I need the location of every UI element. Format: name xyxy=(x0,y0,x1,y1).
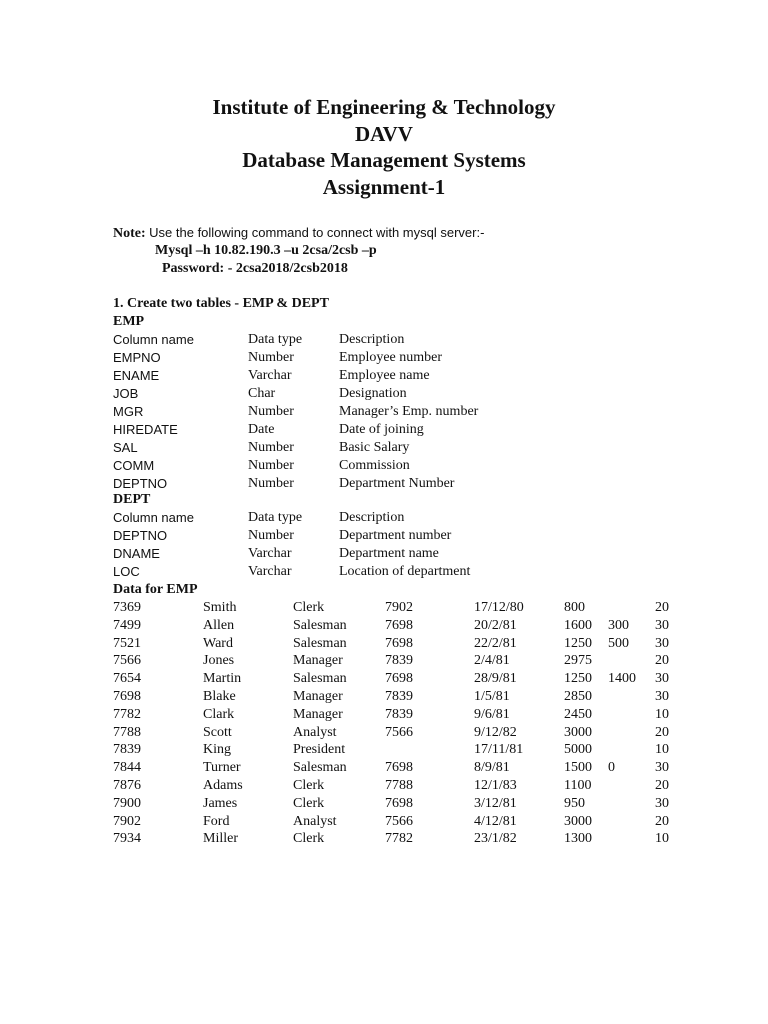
assignment-title: Assignment-1 xyxy=(322,175,446,199)
note-line xyxy=(113,224,484,243)
institute-title: Institute of Engineering & Technology xyxy=(212,95,556,119)
emp-row-hiredate: 4/12/81 xyxy=(474,813,517,829)
emp-row-hiredate: 9/6/81 xyxy=(474,706,510,722)
emp-schema-cell-description: Employee name xyxy=(339,368,430,383)
emp-row-ename: Ward xyxy=(203,635,233,651)
emp-row-ename: Miller xyxy=(203,831,238,847)
emp-row-ename: Clark xyxy=(203,706,235,722)
dept-schema-cell-column-name: LOC xyxy=(113,564,140,579)
emp-row-ename: Ford xyxy=(203,813,230,829)
emp-row-deptno: 30 xyxy=(655,617,669,633)
dept-schema-cell-data-type: Varchar xyxy=(248,546,292,561)
emp-schema-cell-description: Basic Salary xyxy=(339,440,410,455)
emp-row-deptno: 30 xyxy=(655,671,669,687)
emp-row-mgr: 7902 xyxy=(385,600,413,615)
emp-schema-cell-data-type: Char xyxy=(248,386,276,401)
emp-row-ename: Turner xyxy=(203,760,241,776)
note-text: Use the following command to connect with mysql server:- xyxy=(149,225,485,240)
emp-row-job: Clerk xyxy=(293,600,325,615)
emp-schema-header-column-name: Column name xyxy=(113,332,194,347)
emp-row-deptno: 20 xyxy=(655,653,669,669)
dept-schema-cell-description: Department name xyxy=(339,546,439,561)
emp-schema-cell-column-name: HIREDATE xyxy=(113,422,178,437)
emp-row-job: President xyxy=(293,742,346,758)
dept-schema-cell-column-name: DNAME xyxy=(113,546,160,561)
dept-schema-header-description: Description xyxy=(339,510,405,525)
emp-row-empno: 7654 xyxy=(113,671,141,687)
emp-row-comm: 0 xyxy=(608,760,615,776)
emp-row-sal: 3000 xyxy=(564,813,592,829)
emp-row-empno: 7698 xyxy=(113,689,141,704)
emp-row-deptno: 20 xyxy=(655,724,669,740)
note-label: Note: xyxy=(113,226,146,241)
emp-row-empno: 7369 xyxy=(113,600,141,615)
emp-schema-cell-description: Commission xyxy=(339,458,410,473)
emp-row-ename: James xyxy=(203,795,238,811)
emp-row-hiredate: 23/1/82 xyxy=(474,831,517,847)
emp-row-hiredate: 20/2/81 xyxy=(474,617,517,633)
emp-schema-cell-data-type: Date xyxy=(248,422,275,437)
emp-row-sal: 1250 xyxy=(564,635,592,651)
dept-label: DEPT xyxy=(113,492,151,507)
emp-schema-cell-description: Department Number xyxy=(339,476,455,491)
emp-row-empno: 7566 xyxy=(113,653,141,669)
emp-row-mgr: 7698 xyxy=(385,760,413,776)
emp-row-deptno: 30 xyxy=(655,760,669,776)
emp-schema-cell-column-name: JOB xyxy=(113,386,139,401)
emp-row-ename: King xyxy=(203,742,231,758)
emp-row-job: Clerk xyxy=(293,795,325,811)
university-title: DAVV xyxy=(355,122,413,146)
emp-row-sal: 5000 xyxy=(564,742,592,758)
emp-row-job: Salesman xyxy=(293,617,347,633)
emp-row-sal: 950 xyxy=(564,795,585,811)
emp-schema-cell-description: Designation xyxy=(339,386,407,401)
emp-schema-cell-data-type: Number xyxy=(248,350,294,365)
emp-row-deptno: 30 xyxy=(655,689,669,704)
emp-row-hiredate: 8/9/81 xyxy=(474,760,510,776)
emp-row-job: Manager xyxy=(293,689,343,704)
emp-row-mgr: 7698 xyxy=(385,795,413,811)
emp-schema-cell-data-type: Number xyxy=(248,404,294,419)
dept-schema-cell-description: Location of department xyxy=(339,564,471,579)
emp-row-hiredate: 17/12/80 xyxy=(474,600,524,615)
dept-schema-header-data-type: Data type xyxy=(248,510,303,525)
emp-row-empno: 7782 xyxy=(113,706,141,722)
emp-row-job: Manager xyxy=(293,653,343,669)
emp-row-sal: 2975 xyxy=(564,653,592,669)
emp-row-deptno: 10 xyxy=(655,831,669,847)
emp-row-sal: 1500 xyxy=(564,760,592,776)
emp-schema-cell-description: Date of joining xyxy=(339,422,424,437)
emp-row-deptno: 20 xyxy=(655,813,669,829)
emp-row-deptno: 30 xyxy=(655,795,669,811)
emp-row-ename: Martin xyxy=(203,671,242,687)
emp-row-job: Manager xyxy=(293,706,343,722)
emp-row-hiredate: 3/12/81 xyxy=(474,795,517,811)
emp-row-hiredate: 17/11/81 xyxy=(474,742,524,758)
emp-row-sal: 800 xyxy=(564,600,585,615)
emp-schema-cell-column-name: DEPTNO xyxy=(113,476,168,491)
password-line: Password: - 2csa2018/2csb2018 xyxy=(162,261,348,276)
emp-row-mgr: 7839 xyxy=(385,706,413,722)
emp-row-job: Analyst xyxy=(293,724,337,740)
mysql-command: Mysql –h 10.82.190.3 –u 2csa/2csb –p xyxy=(155,243,377,258)
emp-row-empno: 7788 xyxy=(113,724,141,740)
emp-row-mgr: 7839 xyxy=(385,653,413,669)
emp-row-deptno: 20 xyxy=(655,778,669,793)
emp-row-mgr: 7788 xyxy=(385,778,413,793)
emp-row-deptno: 10 xyxy=(655,706,669,722)
dept-schema-cell-column-name: DEPTNO xyxy=(113,528,168,543)
emp-row-job: Clerk xyxy=(293,778,325,793)
emp-label: EMP xyxy=(113,314,145,329)
emp-schema-header-description: Description xyxy=(339,332,405,347)
emp-schema-cell-column-name: SAL xyxy=(113,440,138,455)
emp-row-mgr: 7698 xyxy=(385,617,413,633)
emp-row-empno: 7839 xyxy=(113,742,141,758)
emp-row-mgr: 7698 xyxy=(385,635,413,651)
emp-row-ename: Allen xyxy=(203,617,235,633)
emp-row-job: Salesman xyxy=(293,671,347,687)
emp-row-empno: 7902 xyxy=(113,813,141,829)
emp-row-ename: Smith xyxy=(203,600,237,615)
emp-row-empno: 7934 xyxy=(113,831,141,847)
emp-schema-cell-description: Employee number xyxy=(339,350,443,365)
emp-row-hiredate: 12/1/83 xyxy=(474,778,517,793)
section-heading: 1. Create two tables - EMP & DEPT xyxy=(113,296,329,311)
emp-row-sal: 1100 xyxy=(564,778,592,793)
emp-row-hiredate: 22/2/81 xyxy=(474,635,517,651)
emp-schema-cell-description: Manager’s Emp. number xyxy=(339,404,479,419)
emp-row-sal: 2850 xyxy=(564,689,592,704)
emp-row-job: Salesman xyxy=(293,635,347,651)
emp-row-empno: 7521 xyxy=(113,635,141,651)
emp-row-mgr: 7566 xyxy=(385,813,413,829)
emp-row-sal: 1300 xyxy=(564,831,592,847)
emp-row-empno: 7499 xyxy=(113,617,141,633)
emp-row-job: Salesman xyxy=(293,760,347,776)
emp-schema-header-data-type: Data type xyxy=(248,332,303,347)
dept-schema-cell-data-type: Number xyxy=(248,528,294,543)
emp-row-mgr: 7782 xyxy=(385,831,413,847)
emp-row-deptno: 20 xyxy=(655,600,669,615)
emp-row-comm: 1400 xyxy=(608,671,636,687)
emp-row-comm: 500 xyxy=(608,635,629,651)
emp-schema-cell-column-name: COMM xyxy=(113,458,155,473)
emp-row-ename: Jones xyxy=(203,653,235,669)
emp-row-hiredate: 1/5/81 xyxy=(474,689,510,704)
emp-schema-cell-column-name: EMPNO xyxy=(113,350,161,365)
emp-row-ename: Adams xyxy=(203,778,243,793)
emp-row-empno: 7876 xyxy=(113,778,141,793)
emp-row-hiredate: 28/9/81 xyxy=(474,671,517,687)
emp-row-deptno: 30 xyxy=(655,635,669,651)
emp-row-empno: 7844 xyxy=(113,760,141,776)
emp-row-hiredate: 9/12/82 xyxy=(474,724,517,740)
emp-schema-cell-data-type: Number xyxy=(248,476,294,491)
emp-schema-cell-data-type: Number xyxy=(248,458,294,473)
emp-row-ename: Blake xyxy=(203,689,236,704)
dept-schema-cell-data-type: Varchar xyxy=(248,564,292,579)
emp-schema-cell-data-type: Number xyxy=(248,440,294,455)
emp-row-mgr: 7698 xyxy=(385,671,413,687)
emp-schema-cell-column-name: ENAME xyxy=(113,368,160,383)
emp-row-sal: 1250 xyxy=(564,671,592,687)
emp-row-ename: Scott xyxy=(203,724,232,740)
emp-row-sal: 3000 xyxy=(564,724,592,740)
emp-row-mgr: 7839 xyxy=(385,689,413,704)
course-title: Database Management Systems xyxy=(242,148,526,172)
emp-row-sal: 1600 xyxy=(564,617,592,633)
emp-schema-cell-column-name: MGR xyxy=(113,404,144,419)
emp-row-sal: 2450 xyxy=(564,706,592,722)
emp-schema-cell-data-type: Varchar xyxy=(248,368,292,383)
dept-schema-cell-description: Department number xyxy=(339,528,452,543)
data-for-emp-label: Data for EMP xyxy=(113,582,198,597)
emp-row-job: Clerk xyxy=(293,831,325,847)
emp-row-hiredate: 2/4/81 xyxy=(474,653,510,669)
emp-row-deptno: 10 xyxy=(655,742,669,758)
dept-schema-header-column-name: Column name xyxy=(113,510,194,525)
emp-row-comm: 300 xyxy=(608,617,629,633)
emp-row-job: Analyst xyxy=(293,813,337,829)
emp-row-empno: 7900 xyxy=(113,795,141,811)
emp-row-mgr: 7566 xyxy=(385,724,413,740)
